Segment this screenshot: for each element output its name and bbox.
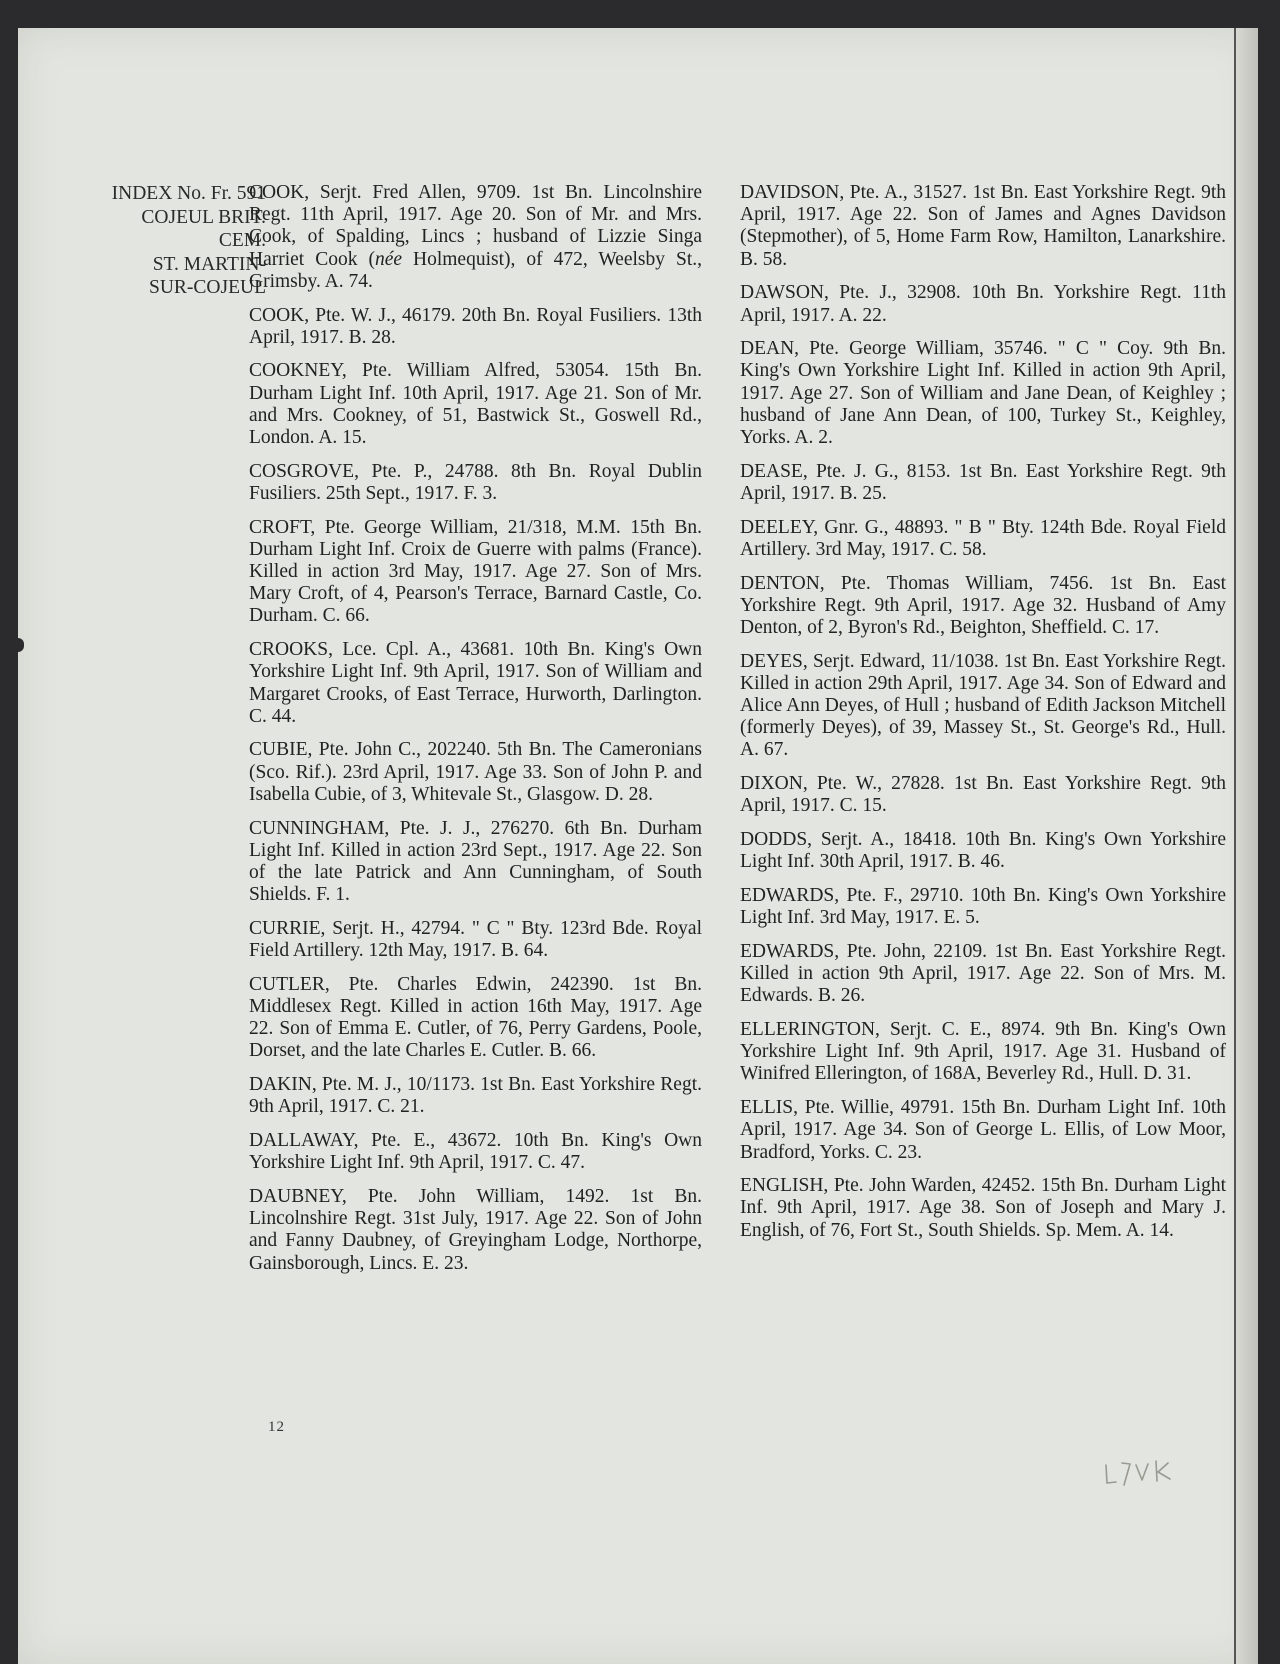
page-number: 12 [268,1419,285,1435]
register-entry: ENGLISH, Pte. John Warden, 42452. 15th Bn. Durham Light Inf. 9th April, 1917. Age 38. Son of Joseph and Mary J. English, of 76, Fort St., South Shields. Sp. Mem. A. 14. [740,1175,1226,1241]
register-entry: EDWARDS, Pte. F., 29710. 10th Bn. King's Own Yorkshire Light Inf. 3rd May, 1917. E. 5. [740,884,1226,929]
adjacent-page-edge [1234,28,1258,1664]
index-number: INDEX No. Fr. 591 [111,183,266,204]
cemetery-line: ST. MARTIN- [152,253,266,275]
register-entry: COOKNEY, Pte. William Alfred, 53054. 15th Bn. Durham Light Inf. 10th April, 1917. Age 21. Son of Mr. and Mrs. Cookney, of 51, Bastwick St., Goswell Rd., London. A. 15. [249,360,702,449]
register-entry: ELLERINGTON, Serjt. C. E., 8974. 9th Bn. King's Own Yorkshire Light Inf. 9th April, 1917. Age 31. Husband of Winifred Ellerington, of 168A, Beverley Rd., Hull. D. 31. [740,1019,1226,1085]
register-entry: DEAN, Pte. George William, 35746. " C " Coy. 9th Bn. King's Own Yorkshire Light Inf. Killed in action 9th April, 1917. Age 27. Son of William and Jane Dean, of Keighley ; husband of Jane Ann Dean, of 100, Turkey St., Keighley, Yorks. A. 2. [740,338,1226,449]
register-entry: COOK, Pte. W. J., 46179. 20th Bn. Royal Fusiliers. 13th April, 1917. B. 28. [249,304,702,348]
register-entry: COOK, Serjt. Fred Allen, 9709. 1st Bn. Lincolnshire Regt. 11th April, 1917. Age 20. Son of Mr. and Mrs. Cook, of Spalding, Lincs ; husband of Lizzie Singa Harriet Cook (née Holmequist), of 472, Weelsby St., Grimsby. A. 74. [249,182,703,292]
register-entry: CUTLER, Pte. Charles Edwin, 242390. 1st Bn. Middlesex Regt. Killed in action 16th May, 1917. Age 22. Son of Emma E. Cutler, of 76, Perry Gardens, Poole, Dorset, and the late Charles E. Cutler. B. 66. [249,973,702,1062]
pencil-annotation [1102,1455,1188,1489]
register-entry: CUNNINGHAM, Pte. J. J., 276270. 6th Bn. Durham Light Inf. Killed in action 23rd Sept., 1917. Age 22. Son of the late Patrick and Ann Cunningham, of South Shields. F. 1. [249,817,702,906]
page-notch [18,638,24,652]
register-entry: DEASE, Pte. J. G., 8153. 1st Bn. East Yorkshire Regt. 9th April, 1917. B. 25. [740,460,1226,504]
register-entry: DEELEY, Gnr. G., 48893. " B " Bty. 124th Bde. Royal Field Artillery. 3rd May, 1917. C. 58. [740,516,1226,560]
register-entry: DENTON, Pte. Thomas William, 7456. 1st Bn. East Yorkshire Regt. 9th April, 1917. Age 32. Husband of Amy Denton, of 2, Byron's Rd., Beighton, Sheffield. C. 17. [740,572,1226,638]
cemetery-line: SUR-COJEUL [148,277,266,298]
register-entry: DEYES, Serjt. Edward, 11/1038. 1st Bn. East Yorkshire Regt. Killed in action 29th April, 1917. Age 34. Son of Edward and Alice Ann Deyes, of Hull ; husband of Edith Jackson Mitchell (formerly Deyes), of 39, Massey St., St. George's Rd., Hull. A. 67. [740,650,1226,761]
register-entry: DALLAWAY, Pte. E., 43672. 10th Bn. King's Own Yorkshire Light Inf. 9th April, 1917. C. 47. [249,1130,702,1174]
document-page [18,28,1258,1664]
margin-heading [46,182,266,300]
register-entry: DODDS, Serjt. A., 18418. 10th Bn. King's Own Yorkshire Light Inf. 30th April, 1917. B. 46. [740,829,1226,873]
register-entry: DAKIN, Pte. M. J., 10/1173. 1st Bn. East Yorkshire Regt. 9th April, 1917. C. 21. [249,1074,702,1118]
register-entry: COSGROVE, Pte. P., 24788. 8th Bn. Royal Dublin Fusiliers. 25th Sept., 1917. F. 3. [249,460,702,504]
register-entry: ELLIS, Pte. Willie, 49791. 15th Bn. Durham Light Inf. 10th April, 1917. Age 34. Son of George L. Ellis, of Low Moor, Bradford, Yorks. C. 23. [740,1097,1226,1163]
register-entry: DIXON, Pte. W., 27828. 1st Bn. East Yorkshire Regt. 9th April, 1917. C. 15. [740,773,1226,817]
register-entry: CUBIE, Pte. John C., 202240. 5th Bn. The Cameronians (Sco. Rif.). 23rd April, 1917. Age 33. Son of John P. and Isabella Cubie, of 3, Whitevale St., Glasgow. D. 28. [249,739,702,805]
register-column-left [249,182,702,1286]
cemetery-line: COJEUL BRIT. [141,206,266,228]
register-entry: CROFT, Pte. George William, 21/318, M.M. 15th Bn. Durham Light Inf. Croix de Guerre with palms (France). Killed in action 3rd May, 1917. Age 27. Son of Mrs. Mary Croft, of 4, Pearson's Terrace, Barnard Castle, Co. Durham. C. 66. [249,516,702,627]
register-entry: DAWSON, Pte. J., 32908. 10th Bn. Yorkshire Regt. 11th April, 1917. A. 22. [740,282,1226,326]
cemetery-line: CEM. [218,230,266,251]
register-entry: CROOKS, Lce. Cpl. A., 43681. 10th Bn. King's Own Yorkshire Light Inf. 9th April, 1917. Son of William and Margaret Crooks, of East Terrace, Hurworth, Darlington. C. 44. [249,639,702,727]
register-entry: CURRIE, Serjt. H., 42794. " C " Bty. 123rd Bde. Royal Field Artillery. 12th May, 1917. B. 64. [249,917,702,962]
register-entry: DAVIDSON, Pte. A., 31527. 1st Bn. East Yorkshire Regt. 9th April, 1917. Age 22. Son of James and Agnes Davidson (Stepmother), of 5, Home Farm Row, Hamilton, Lanarkshire. B. 58. [740,182,1226,270]
register-column-right [740,182,1226,1253]
register-entry: DAUBNEY, Pte. John William, 1492. 1st Bn. Lincolnshire Regt. 31st July, 1917. Age 22. Son of John and Fanny Daubney, of Greyingham Lodge, Northorpe, Gainsborough, Lincs. E. 23. [249,1185,702,1274]
register-entry: EDWARDS, Pte. John, 22109. 1st Bn. East Yorkshire Regt. Killed in action 9th April, 1917. Age 22. Son of Mrs. M. Edwards. B. 26. [740,940,1226,1007]
